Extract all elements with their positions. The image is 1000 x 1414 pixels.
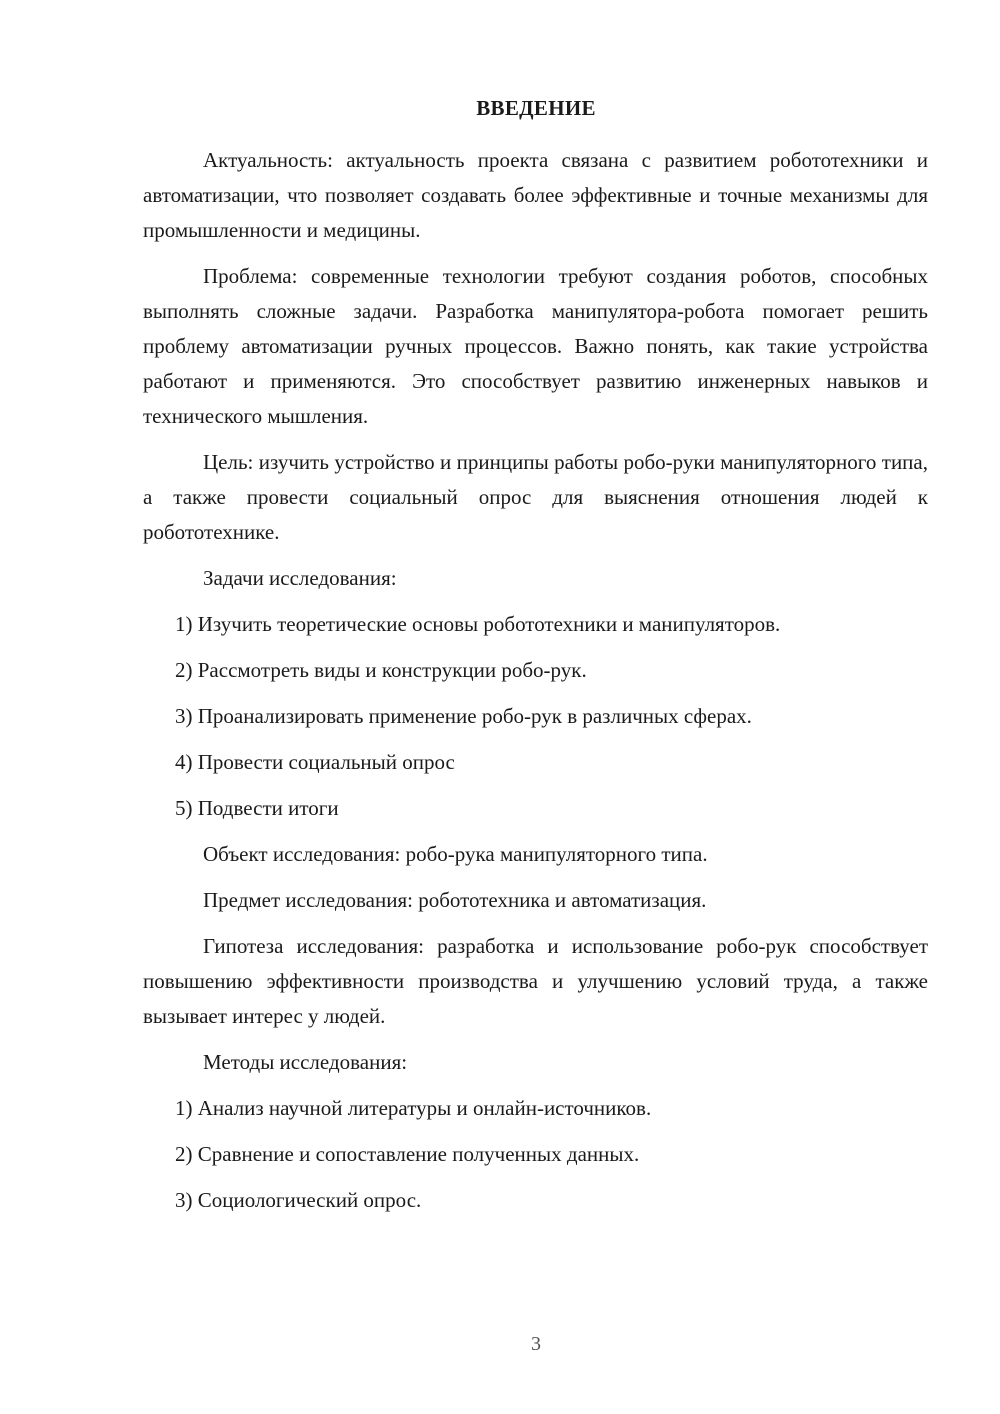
page-title: ВВЕДЕНИЕ xyxy=(476,96,596,120)
object-paragraph: Объект исследования: робо-рука манипуляторного типа. xyxy=(203,842,708,866)
page-number: 3 xyxy=(531,1333,541,1355)
methods-list xyxy=(143,1091,928,1218)
list-item: 1) Изучить теоретические основы робототехники и манипуляторов. xyxy=(175,612,781,636)
list-item: 3) Проанализировать применение робо-рук в различных сферах. xyxy=(175,704,752,728)
list-item: 5) Подвести итоги xyxy=(175,796,339,820)
problem-paragraph: Проблема: современные технологии требуют создания роботов, способных выполнять сложные задачи. Разработка манипулятора-робота помогает решить проблему автоматизации ручных процессов. Важно понять, как такие устройства работают и применяются. Это способствует развитию инженерных навыков и технического мышления. xyxy=(143,264,928,428)
tasks-list xyxy=(143,607,928,826)
methods-title: Методы исследования: xyxy=(203,1050,408,1074)
list-item: 2) Сравнение и сопоставление полученных данных. xyxy=(175,1142,640,1166)
list-item: 3) Социологический опрос. xyxy=(175,1188,422,1212)
document-body xyxy=(143,143,928,1229)
list-item: 4) Провести социальный опрос xyxy=(175,750,455,774)
subject-paragraph: Предмет исследования: робототехника и автоматизация. xyxy=(203,888,707,912)
tasks-title: Задачи исследования: xyxy=(203,566,397,590)
list-item: 1) Анализ научной литературы и онлайн-источников. xyxy=(175,1096,652,1120)
relevance-paragraph: Актуальность: актуальность проекта связана с развитием робототехники и автоматизации, что позволяет создавать более эффективные и точные механизмы для промышленности и медицины. xyxy=(143,148,928,242)
hypothesis-paragraph: Гипотеза исследования: разработка и использование робо-рук способствует повышению эффективности производства и улучшению условий труда, а также вызывает интерес у людей. xyxy=(143,934,928,1028)
goal-paragraph: Цель: изучить устройство и принципы работы робо-руки манипуляторного типа, а также провести социальный опрос для выяснения отношения людей к робототехнике. xyxy=(143,450,928,544)
list-item: 2) Рассмотреть виды и конструкции робо-рук. xyxy=(175,658,587,682)
